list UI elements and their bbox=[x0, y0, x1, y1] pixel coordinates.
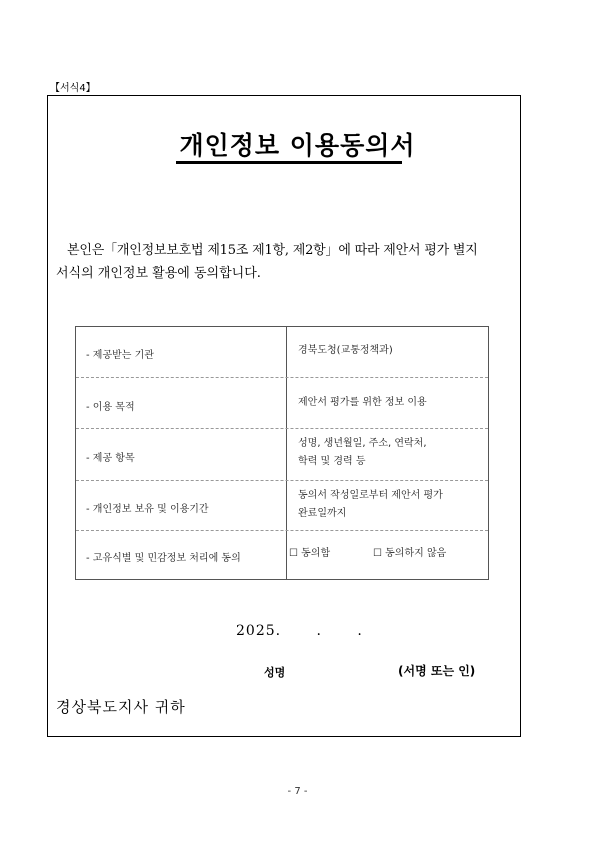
agree-checkbox[interactable]: ☐ 동의함 bbox=[289, 548, 331, 559]
intro-paragraph-line1: 본인은「개인정보보호법 제15조 제1항, 제2항」에 따라 제안서 평가 별지 bbox=[67, 243, 478, 258]
title-underline bbox=[176, 161, 402, 164]
row-value-line: 완료일까지 bbox=[298, 508, 347, 519]
row-label: - 제공 항목 bbox=[86, 453, 135, 464]
row-value-line: 성명, 생년월일, 주소, 연락처, bbox=[298, 438, 427, 449]
signature-note: (서명 또는 인) bbox=[398, 664, 476, 678]
table-row bbox=[76, 480, 488, 530]
addressee: 경상북도지사 귀하 bbox=[56, 698, 186, 716]
row-value-line: 동의서 작성일로부터 제안서 평가 bbox=[298, 490, 443, 501]
disagree-checkbox[interactable]: ☐ 동의하지 않음 bbox=[373, 548, 447, 559]
document-title-text: 개인정보 이용동의서 bbox=[179, 131, 416, 160]
row-value bbox=[298, 487, 443, 523]
intro-paragraph-line2: 서식의 개인정보 활용에 동의합니다. bbox=[56, 266, 261, 281]
page-number: - 7 - bbox=[287, 786, 308, 797]
row-label: - 제공받는 기관 bbox=[86, 350, 154, 361]
table-row bbox=[76, 327, 488, 377]
row-value-line: 학력 및 경력 등 bbox=[298, 456, 366, 467]
table-row bbox=[76, 428, 488, 480]
table-row bbox=[76, 530, 488, 579]
row-value bbox=[298, 435, 427, 471]
row-label: - 이용 목적 bbox=[86, 402, 135, 413]
table-row bbox=[76, 377, 488, 428]
row-value: 제안서 평가를 위한 정보 이용 bbox=[298, 397, 427, 408]
document-title bbox=[0, 126, 595, 164]
date-field: 2025. . . bbox=[236, 623, 363, 639]
row-value: 경북도청(교통정책과) bbox=[298, 345, 393, 356]
consent-table bbox=[75, 326, 489, 580]
row-label: - 개인정보 보유 및 이용기간 bbox=[86, 504, 209, 515]
signature-label: 성명 bbox=[264, 666, 286, 679]
row-label: - 고유식별 및 민감정보 처리에 동의 bbox=[86, 553, 241, 564]
form-number-label: 【서식4】 bbox=[50, 83, 96, 94]
